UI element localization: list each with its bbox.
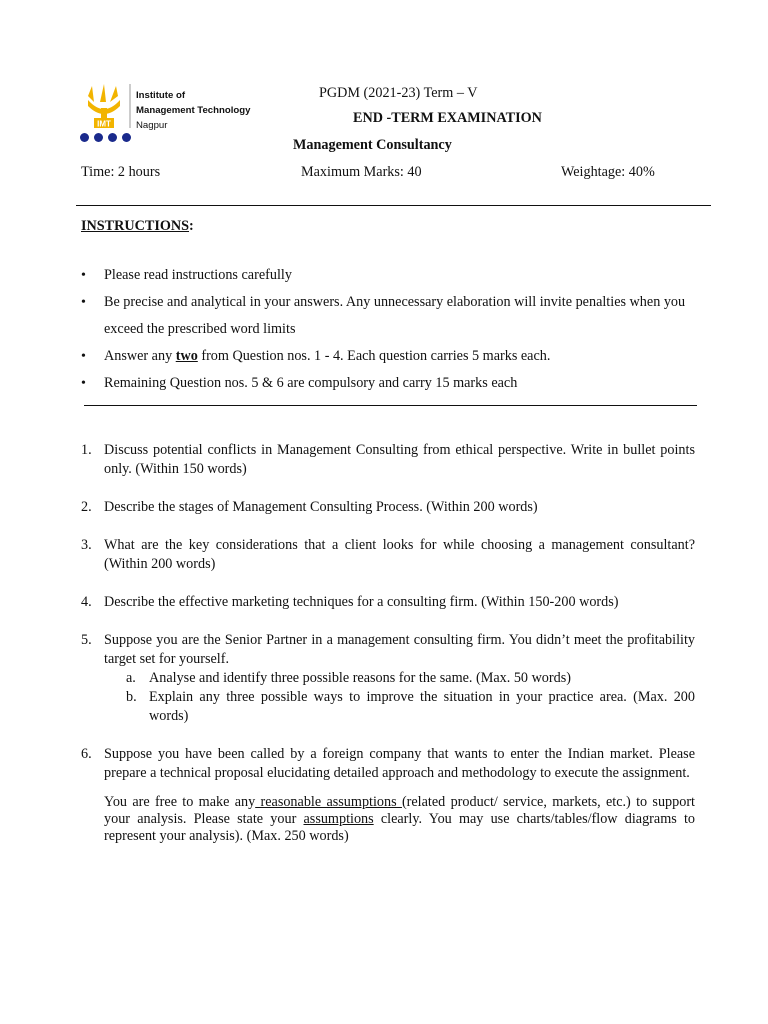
course-title: Management Consultancy <box>293 137 452 153</box>
question-item <box>81 593 695 612</box>
sub-question-text: Analyse and identify three possible reasons for the same. (Max. 50 words) <box>149 670 571 686</box>
question-item <box>81 498 695 517</box>
question-number: 1. <box>81 442 92 458</box>
question-item <box>81 536 695 574</box>
question-list <box>81 441 695 845</box>
question-number: 3. <box>81 537 92 553</box>
question-number: 2. <box>81 499 92 515</box>
instruction-item: • Please read instructions carefully <box>81 262 701 289</box>
sub-question-text: Explain any three possible ways to improve the situation in your practice area. (Max. 200 words) <box>149 689 695 724</box>
time-info: Time: 2 hours <box>81 164 161 180</box>
question-item <box>81 441 695 479</box>
instruction-item: • Be precise and analytical in your answers. Any unnecessary elaboration will invite penalties when you exceed the prescribed word limits <box>81 289 701 343</box>
exam-title: END -TERM EXAMINATION <box>353 110 542 126</box>
question-text: Suppose you are the Senior Partner in a management consulting firm. You didn’t meet the profitability target set for yourself. <box>104 632 695 667</box>
weightage-info: Weightage: 40% <box>561 164 655 180</box>
logo-line-3: Nagpur <box>136 120 168 131</box>
dot-icon <box>80 133 89 142</box>
dot-icon <box>122 133 131 142</box>
instruction-item: • Remaining Question nos. 5 & 6 are compulsory and carry 15 marks each <box>81 370 701 397</box>
question-text: Describe the effective marketing techniques for a consulting firm. (Within 150-200 words) <box>104 594 619 610</box>
sub-question-label: b. <box>126 689 137 705</box>
institute-name <box>136 88 250 133</box>
logo-line-2: Management Technology <box>136 105 251 116</box>
instructions-divider <box>84 405 697 406</box>
logo-line-1: Institute of <box>136 90 186 101</box>
question-note: You are free to make any reasonable assumptions (related product/ service, markets, etc.) to support your analysis. Please state your assumptions clearly. You may use charts/tables/flow diagrams to represent your analysis). (Max. 250 words) <box>104 794 695 844</box>
question-text: Describe the stages of Management Consulting Process. (Within 200 words) <box>104 499 538 515</box>
dot-icon <box>94 133 103 142</box>
question-number: 4. <box>81 594 92 610</box>
imt-emblem-icon <box>80 82 140 132</box>
question-number: 5. <box>81 632 92 648</box>
header-divider <box>76 205 711 206</box>
question-number: 6. <box>81 746 92 762</box>
instruction-item: • Answer any two from Question nos. 1 - 4. Each question carries 5 marks each. <box>81 343 701 370</box>
sub-question-list <box>81 669 695 726</box>
question-item <box>81 631 695 726</box>
logo-dots <box>80 133 131 142</box>
sub-question-item <box>81 688 695 726</box>
dot-icon <box>108 133 117 142</box>
sub-question-item <box>81 669 695 688</box>
instructions-heading: INSTRUCTIONS: <box>81 218 194 234</box>
question-text: Suppose you have been called by a foreign company that wants to enter the Indian market. Please prepare a technical proposal elucidating detailed approach and methodology to execute the assignment. <box>104 746 695 781</box>
max-marks-info: Maximum Marks: 40 <box>301 164 422 180</box>
question-text: Discuss potential conflicts in Management Consulting from ethical perspective. Write in bullet points only. (Within 150 words) <box>104 442 695 477</box>
program-line: PGDM (2021-23) Term – V <box>319 85 478 101</box>
sub-question-label: a. <box>126 670 136 686</box>
emblem-label: IMT <box>97 119 111 129</box>
question-item <box>81 745 695 845</box>
instructions-list <box>81 262 701 397</box>
question-text: What are the key considerations that a client looks for while choosing a management consultant? (Within 200 words) <box>104 537 695 572</box>
